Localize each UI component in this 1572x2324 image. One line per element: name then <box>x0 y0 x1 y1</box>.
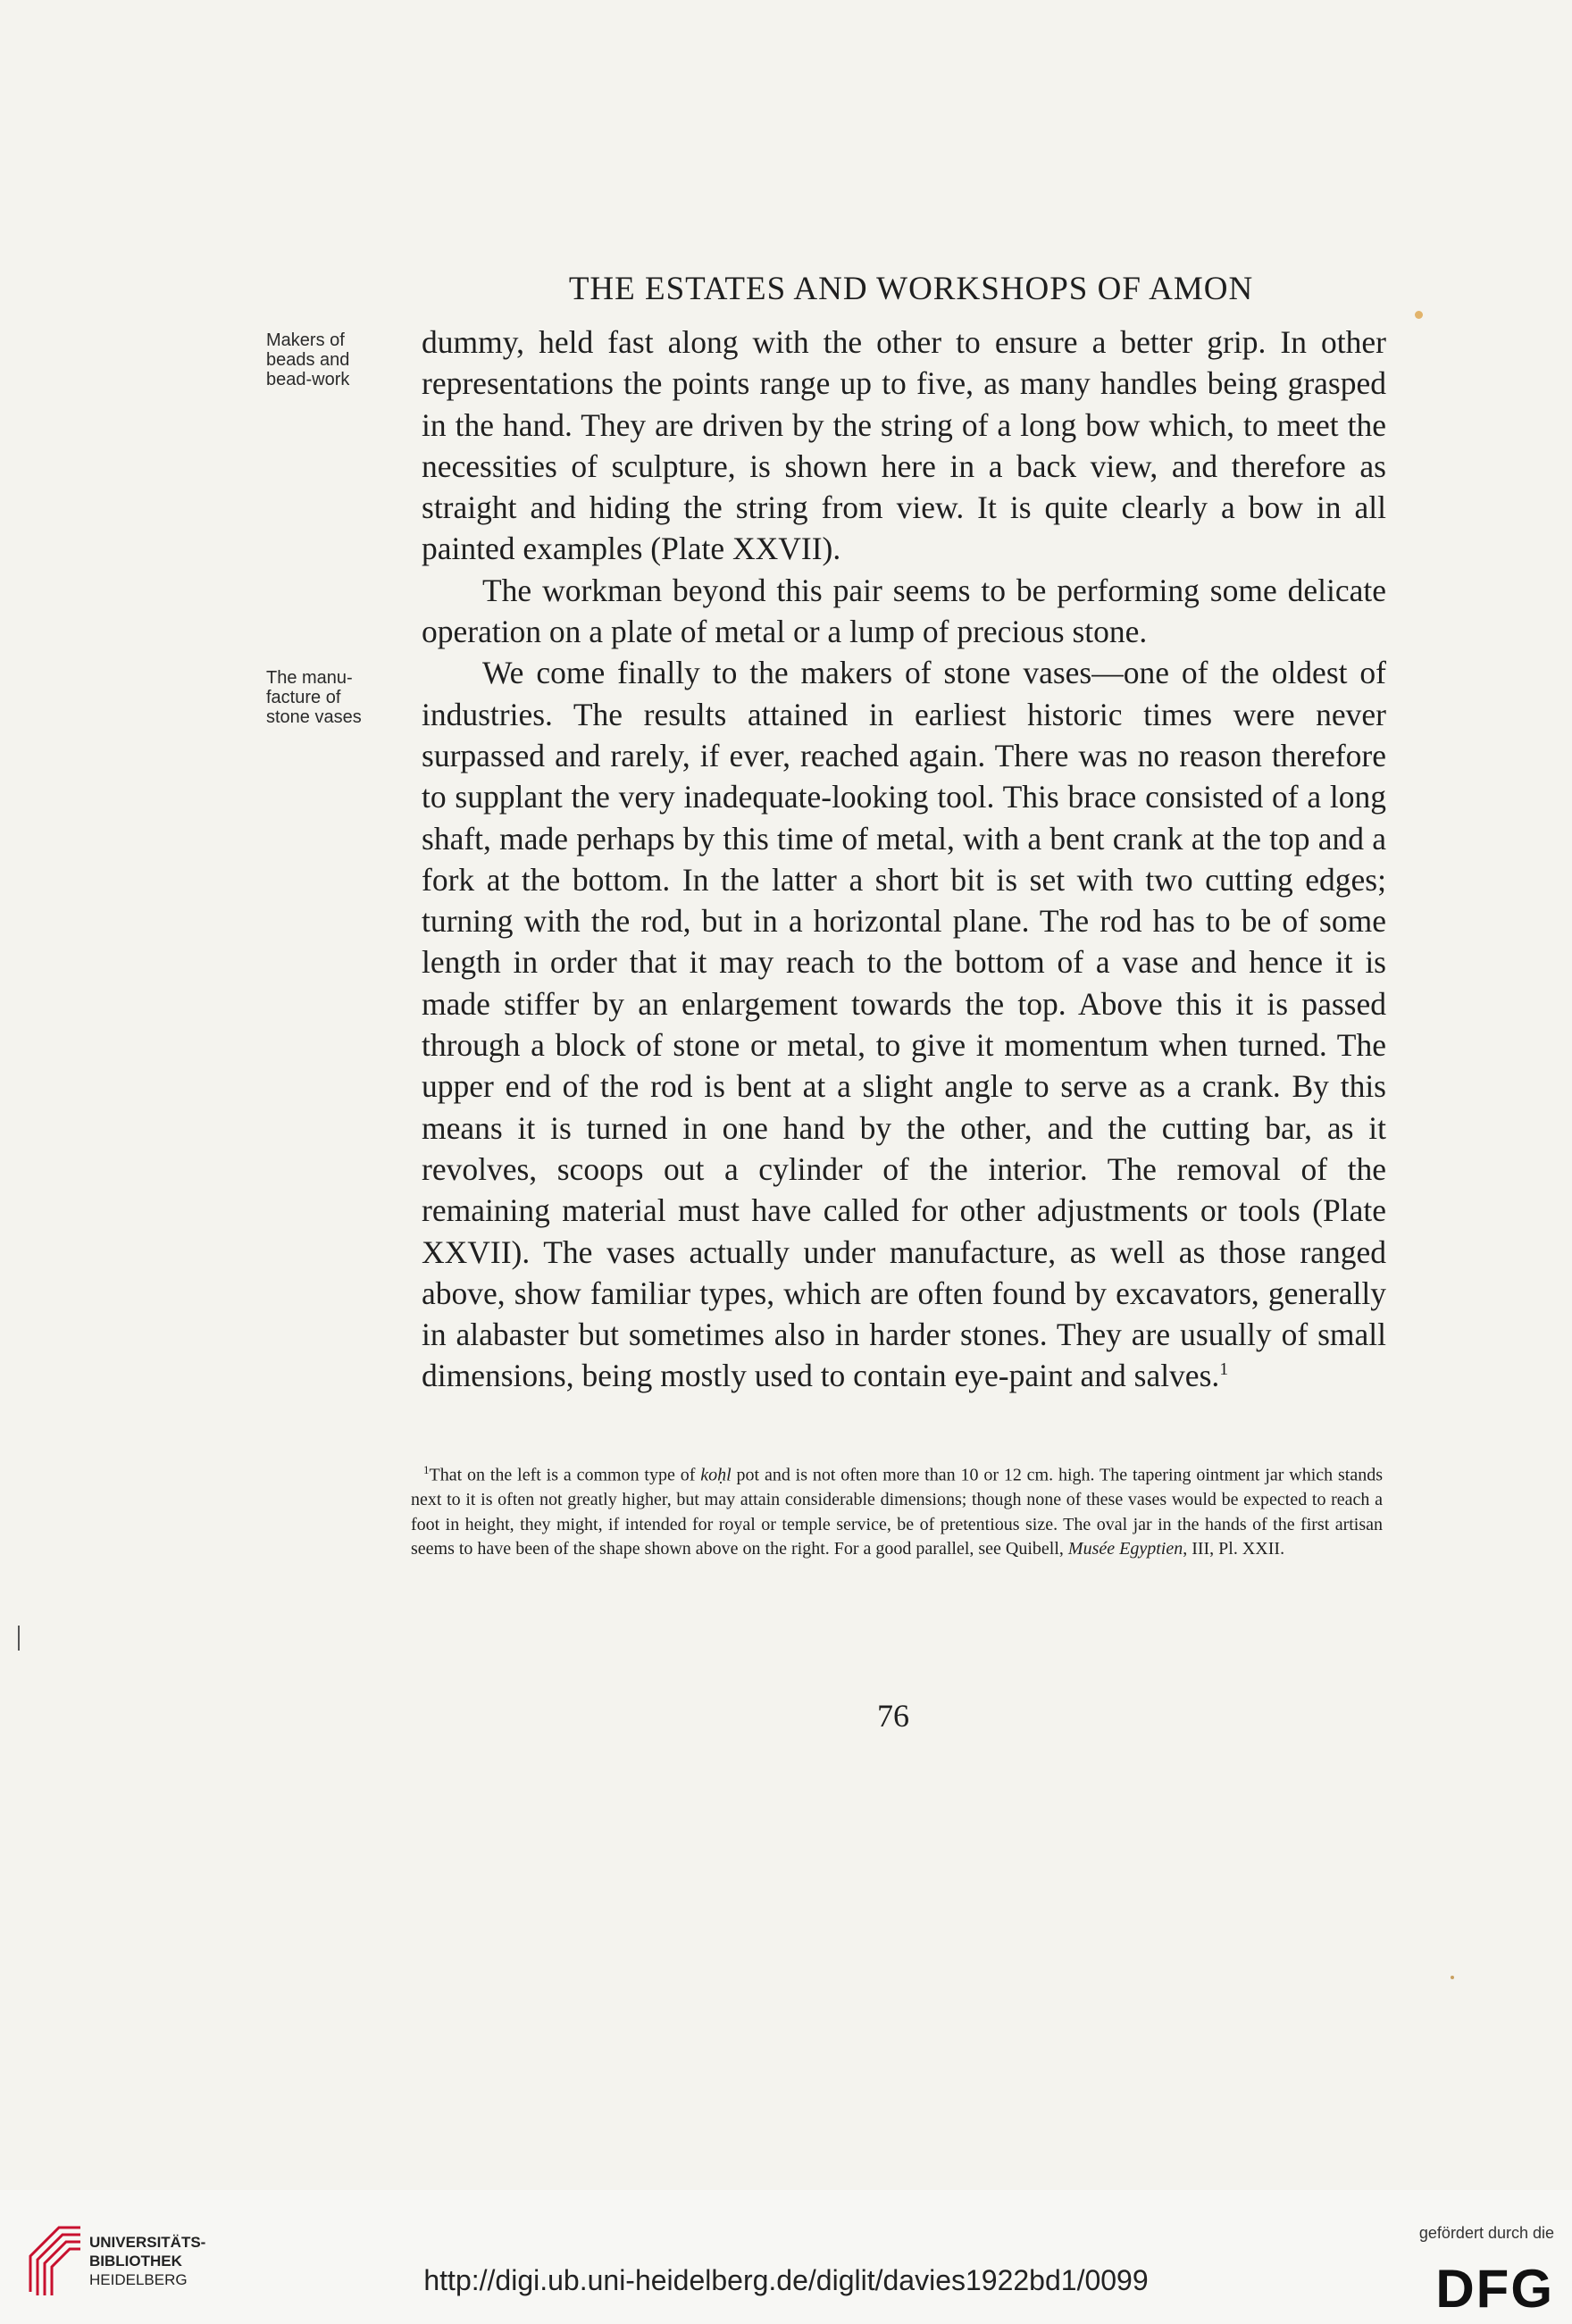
running-head: THE ESTATES AND WORKSHOPS OF AMON <box>568 271 1254 307</box>
footnote-marker: 1 <box>423 1463 430 1476</box>
footnote <box>411 1458 1383 1562</box>
footnote-work-title: Musée Egyptien <box>1067 1539 1183 1559</box>
footnote-text <box>411 1458 1383 1562</box>
footnote-segment: That on the left is a common type of <box>429 1465 701 1485</box>
university-library-name <box>89 2233 205 2289</box>
footnote-reference[interactable]: 1 <box>1219 1359 1229 1380</box>
library-name-line: HEIDELBERG <box>89 2271 188 2288</box>
library-name-line: BIBLIOTHEK <box>89 2253 182 2270</box>
margin-note-line: facture of <box>266 688 341 707</box>
source-url-link[interactable]: http://digi.ub.uni-heidelberg.de/diglit/davies1922bd1/0099 <box>423 2264 1149 2296</box>
margin-note-stone-vases <box>266 668 391 727</box>
footer-bar <box>0 2190 1572 2324</box>
body-text <box>422 322 1386 1397</box>
footnote-segment: , III, Pl. XXII. <box>1183 1539 1285 1559</box>
university-library-logo <box>27 2224 86 2299</box>
scan-mark <box>18 1626 20 1651</box>
funder-label: gefördert durch die <box>1418 2224 1554 2242</box>
footnote-segment: pot and is not often more than 10 or 12 cm. high. The tapering ointment jar which stands next to it is often not greatly higher, but may attain considerable dimensions; though none of these vases would be expected to reach a foot in height, they might, if intended for royal or temple service, be of pretentious size. The oval jar in the hands of the first artisan seems to have been of the shape shown above on the right. For a good parallel, see Quibell, <box>411 1465 1383 1559</box>
paragraph <box>422 652 1386 1396</box>
margin-note-line: stone vases <box>266 707 362 727</box>
margin-note-line: bead-work <box>266 370 350 389</box>
margin-note-line: Makers of <box>266 330 345 350</box>
paragraph: The workman beyond this pair seems to be performing some delicate operation on a plate of metal or a lump of precious stone. <box>422 572 1386 650</box>
page-number: 76 <box>877 1698 909 1734</box>
margin-note-beads <box>266 330 391 389</box>
paragraph: dummy, held fast along with the other to ensure a better grip. In other representations the points range up to five, as many handles being grasped in the hand. They are driven by the string of a long bow which, to meet the necessities of sculpture, is shown here in a back view, and therefore as straight and hiding the string from view. It is quite clearly a bow in all painted examples (Plate XXVII). <box>422 324 1386 567</box>
margin-note-line: beads and <box>266 350 350 370</box>
footnote-term: koḥl <box>700 1465 732 1485</box>
paragraph-text: We come finally to the makers of stone vases—one of the oldest of industries. The results attained in earliest historic times were never surpassed and rarely, if ever, reached again. There was no reason therefore to supplant the very inadequate-looking tool. This brace consisted of a long shaft, made perhaps by this time of metal, with a bent crank at the top and a fork at the bottom. In the latter a short bit is set with two cutting edges; turning with the rod, but in a horizontal plane. The rod has to be of some length in order that it may reach to the bottom of a vase and hence it is made stiffer by an enlargement towards the top. Above this it is passed through a block of stone or metal, to give it momentum when turned. The upper end of the rod is bent at a slight angle to serve as a crank. By this means it is turned in one hand by the other, and the cutting bar, as it revolves, scoops out a cylinder of the interior. The removal of the remaining material must have called for other adjustments or tools (Plate XXVII). The vases actually under manufacture, as well as those ranged above, show familiar types, which are often found by excavators, generally in alabaster but sometimes also in harder stones. They are usually of small dimensions, being mostly used to contain eye-paint and salves. <box>422 655 1386 1394</box>
scan-speck <box>1451 1976 1454 1979</box>
dfg-logo: DFG <box>1435 2259 1554 2319</box>
scan-speck <box>1415 311 1423 319</box>
library-name-line: UNIVERSITÄTS- <box>89 2234 206 2251</box>
margin-note-line: The manu- <box>266 668 353 688</box>
